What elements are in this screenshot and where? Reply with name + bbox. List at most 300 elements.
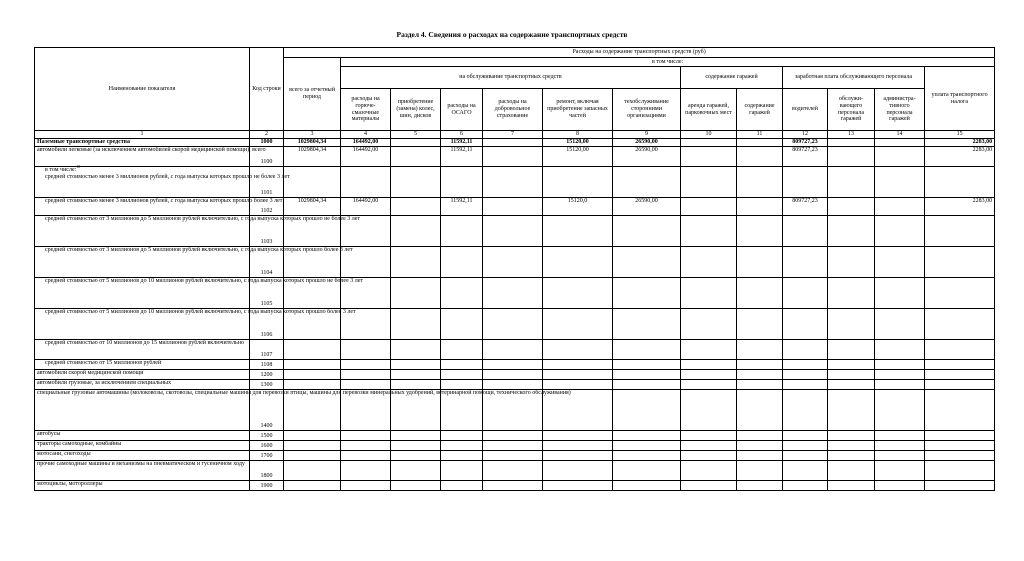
value-cell	[441, 431, 483, 441]
value-cell	[441, 278, 483, 309]
header-salary: заработная плата обслуживающего персонала	[783, 67, 925, 89]
column-number: 11	[737, 131, 783, 139]
value-cell: 1029804,34	[284, 198, 341, 216]
indicator-name: средней стоимостью от 5 миллионов до 10 миллионов рублей включительно, с года выпуска которых прошло не более 3 лет	[35, 278, 250, 309]
value-cell	[875, 481, 925, 491]
header-fuel: расходы на горюче-смазочные материалы	[341, 89, 391, 131]
value-cell	[828, 147, 875, 167]
value-cell	[613, 167, 681, 198]
value-cell	[341, 441, 391, 451]
value-cell	[483, 431, 543, 441]
value-cell	[737, 451, 783, 461]
value-cell	[483, 139, 543, 147]
table-row	[35, 431, 995, 441]
row-code: 1105	[250, 278, 284, 309]
value-cell	[391, 441, 441, 451]
value-cell	[783, 167, 828, 198]
value-cell	[341, 360, 391, 370]
value-cell	[613, 441, 681, 451]
value-cell	[441, 461, 483, 481]
value-cell	[925, 481, 995, 491]
table-row	[35, 451, 995, 461]
value-cell	[284, 461, 341, 481]
value-cell: 809727,23	[783, 198, 828, 216]
column-number: 2	[250, 131, 284, 139]
value-cell	[681, 340, 737, 360]
value-cell	[737, 147, 783, 167]
value-cell	[737, 247, 783, 278]
value-cell	[483, 167, 543, 198]
value-cell	[828, 360, 875, 370]
value-cell	[875, 360, 925, 370]
value-cell	[783, 380, 828, 390]
row-code: 1800	[250, 461, 284, 481]
indicator-name: автомобили грузовые, за исключением специальных	[35, 380, 250, 390]
value-cell	[483, 380, 543, 390]
row-code: 1900	[250, 481, 284, 491]
value-cell: 11592,11	[441, 147, 483, 167]
value-cell	[391, 380, 441, 390]
value-cell	[483, 340, 543, 360]
value-cell	[925, 431, 995, 441]
value-cell	[783, 278, 828, 309]
value-cell	[613, 431, 681, 441]
value-cell	[681, 431, 737, 441]
value-cell	[783, 309, 828, 340]
value-cell	[925, 441, 995, 451]
value-cell	[783, 340, 828, 360]
value-cell	[681, 139, 737, 147]
value-cell	[613, 461, 681, 481]
value-cell: 809727,23	[783, 139, 828, 147]
value-cell	[543, 380, 613, 390]
value-cell	[543, 167, 613, 198]
value-cell	[441, 481, 483, 491]
value-cell	[543, 278, 613, 309]
indicator-name: автомобили легковые (за исключением автомобилей скорой медицинской помощи), всего	[35, 147, 250, 167]
header-repair: ремонт, включая приобретение запасных частей	[543, 89, 613, 131]
row-code: 1200	[250, 370, 284, 380]
value-cell	[828, 167, 875, 198]
value-cell: 26590,00	[613, 139, 681, 147]
indicator-name: автомобили скорой медицинской помощи	[35, 370, 250, 380]
value-cell	[391, 198, 441, 216]
table-row	[35, 247, 995, 278]
value-cell	[441, 370, 483, 380]
value-cell: 15120,00	[543, 147, 613, 167]
value-cell	[483, 147, 543, 167]
row-code: 1104	[250, 247, 284, 278]
value-cell	[737, 431, 783, 441]
value-cell	[613, 278, 681, 309]
value-cell	[391, 278, 441, 309]
value-cell	[925, 380, 995, 390]
value-cell	[284, 380, 341, 390]
indicator-name: мотоциклы, мотороллеры	[35, 481, 250, 491]
header-code: Код строки	[250, 48, 284, 131]
header-expenses: Расходы на содержание транспортных средств (руб)	[284, 48, 995, 58]
value-cell	[828, 198, 875, 216]
value-cell	[543, 451, 613, 461]
value-cell	[613, 481, 681, 491]
value-cell	[681, 278, 737, 309]
value-cell	[875, 167, 925, 198]
value-cell	[783, 441, 828, 451]
value-cell	[681, 360, 737, 370]
indicator-name: мотосани, снегоходы	[35, 451, 250, 461]
value-cell	[925, 309, 995, 340]
value-cell	[441, 441, 483, 451]
header-osago: расходы на ОСАГО	[441, 89, 483, 131]
value-cell	[391, 431, 441, 441]
value-cell	[483, 198, 543, 216]
value-cell	[391, 167, 441, 198]
value-cell	[391, 461, 441, 481]
column-number: 15	[925, 131, 995, 139]
value-cell	[483, 309, 543, 340]
value-cell	[441, 380, 483, 390]
value-cell	[925, 370, 995, 380]
value-cell	[737, 278, 783, 309]
column-number: 14	[875, 131, 925, 139]
value-cell: 11592,11	[441, 139, 483, 147]
table-row	[35, 390, 995, 431]
table-row	[35, 481, 995, 491]
value-cell	[543, 340, 613, 360]
value-cell: 2283,00	[925, 198, 995, 216]
value-cell	[483, 360, 543, 370]
value-cell	[875, 461, 925, 481]
value-cell	[613, 216, 681, 247]
value-cell	[391, 370, 441, 380]
value-cell	[543, 431, 613, 441]
indicator-name: средней стоимостью менее 3 миллионов рублей, с года выпуска которых прошло более 3 лет	[35, 198, 250, 216]
value-cell	[441, 340, 483, 360]
table-row	[35, 278, 995, 309]
value-cell	[828, 451, 875, 461]
value-cell	[613, 309, 681, 340]
value-cell	[441, 360, 483, 370]
value-cell: 11592,11	[441, 198, 483, 216]
value-cell	[613, 451, 681, 461]
value-cell	[875, 309, 925, 340]
value-cell	[925, 278, 995, 309]
value-cell: 164492,00	[341, 198, 391, 216]
value-cell	[341, 340, 391, 360]
value-cell	[737, 481, 783, 491]
indicator-name: автобусы	[35, 431, 250, 441]
value-cell	[828, 370, 875, 380]
value-cell	[613, 390, 681, 431]
value-cell	[543, 247, 613, 278]
value-cell	[875, 147, 925, 167]
value-cell	[875, 441, 925, 451]
value-cell	[681, 309, 737, 340]
value-cell	[613, 370, 681, 380]
header-rent: аренда гаражей, парковочных мест	[681, 89, 737, 131]
row-code: 1103	[250, 216, 284, 247]
value-cell	[828, 309, 875, 340]
indicator-name-prefix: в том числе:	[45, 167, 77, 173]
indicator-name: прочие самоходные машины и механизмы на пневматическом и гусеничном ходу	[35, 461, 250, 481]
indicator-name: средней стоимостью от 3 миллионов до 5 миллионов рублей включительно, с года выпуска которых прошло более 3 лет	[35, 247, 250, 278]
value-cell	[391, 451, 441, 461]
column-number: 13	[828, 131, 875, 139]
value-cell	[925, 360, 995, 370]
header-third-party: техобслуживание сторонними организациями	[613, 89, 681, 131]
value-cell	[341, 461, 391, 481]
table-row	[35, 216, 995, 247]
value-cell	[543, 461, 613, 481]
value-cell	[737, 139, 783, 147]
value-cell	[828, 216, 875, 247]
value-cell	[341, 380, 391, 390]
value-cell	[925, 451, 995, 461]
row-code: 1102	[250, 198, 284, 216]
value-cell	[284, 167, 341, 198]
table-row	[35, 167, 995, 198]
value-cell	[681, 370, 737, 380]
header-garage-upkeep: содержание гаражей	[737, 89, 783, 131]
header-tires: приобретение (замена) колес, шин, дисков	[391, 89, 441, 131]
row-code: 1000	[250, 139, 284, 147]
value-cell	[925, 247, 995, 278]
table-row	[35, 139, 995, 147]
value-cell	[543, 309, 613, 340]
row-code: 1400	[250, 390, 284, 431]
value-cell	[613, 360, 681, 370]
value-cell	[483, 451, 543, 461]
value-cell	[783, 461, 828, 481]
value-cell	[875, 390, 925, 431]
value-cell	[828, 461, 875, 481]
value-cell	[737, 340, 783, 360]
footnote-mark: 10	[76, 164, 81, 169]
header-drivers: водителей	[783, 89, 828, 131]
value-cell	[284, 340, 341, 360]
value-cell	[391, 340, 441, 360]
header-service: на обслуживание транспортных средств	[341, 67, 681, 89]
indicator-name: средней стоимостью от 5 миллионов до 10 миллионов рублей включительно, с года выпуска которых прошло более 3 лет	[35, 309, 250, 340]
value-cell	[341, 431, 391, 441]
value-cell	[737, 198, 783, 216]
value-cell	[284, 360, 341, 370]
indicator-name-text: средней стоимостью менее 3 миллионов рублей, с года выпуска которых прошло не более 3 лет	[45, 173, 290, 180]
value-cell	[783, 390, 828, 431]
value-cell	[828, 247, 875, 278]
value-cell	[681, 198, 737, 216]
header-tax: уплата транспортного налога	[925, 67, 995, 131]
value-cell	[284, 431, 341, 441]
column-numbers-row	[35, 131, 995, 139]
header-total: всего за отчетный период	[284, 58, 341, 131]
value-cell	[828, 481, 875, 491]
row-code: 1100	[250, 147, 284, 167]
value-cell	[875, 451, 925, 461]
table-row	[35, 340, 995, 360]
value-cell	[737, 216, 783, 247]
value-cell	[391, 360, 441, 370]
value-cell	[737, 360, 783, 370]
table-row	[35, 461, 995, 481]
row-code: 1600	[250, 441, 284, 451]
value-cell	[828, 380, 875, 390]
value-cell	[828, 390, 875, 431]
value-cell	[875, 380, 925, 390]
value-cell	[681, 167, 737, 198]
value-cell	[341, 167, 391, 198]
value-cell	[543, 360, 613, 370]
table-row	[35, 370, 995, 380]
indicator-name: средней стоимостью от 15 миллионов рублей	[35, 360, 250, 370]
header-service-staff: обслужи-вающего персонала гаражей	[828, 89, 875, 131]
value-cell	[783, 247, 828, 278]
header-name: Наименование показателя	[35, 48, 250, 131]
table-row	[35, 441, 995, 451]
transport-expenses-table	[34, 47, 995, 491]
value-cell	[441, 451, 483, 461]
value-cell	[483, 441, 543, 451]
column-number: 7	[483, 131, 543, 139]
value-cell	[783, 481, 828, 491]
table-row	[35, 360, 995, 370]
header-incl: в том числе:	[341, 58, 995, 67]
column-number: 12	[783, 131, 828, 139]
value-cell	[391, 147, 441, 167]
column-number: 6	[441, 131, 483, 139]
value-cell	[341, 451, 391, 461]
value-cell	[925, 461, 995, 481]
value-cell	[441, 247, 483, 278]
value-cell	[483, 461, 543, 481]
value-cell	[613, 247, 681, 278]
value-cell	[737, 390, 783, 431]
value-cell	[828, 278, 875, 309]
row-code: 1107	[250, 340, 284, 360]
value-cell: 2283,00	[925, 139, 995, 147]
value-cell	[391, 139, 441, 147]
value-cell: 809727,23	[783, 147, 828, 167]
value-cell: 26590,00	[613, 147, 681, 167]
value-cell	[681, 390, 737, 431]
value-cell	[737, 380, 783, 390]
value-cell	[681, 451, 737, 461]
value-cell: 1029804,34	[284, 139, 341, 147]
value-cell	[681, 441, 737, 451]
value-cell	[828, 431, 875, 441]
row-code: 1106	[250, 309, 284, 340]
value-cell	[875, 278, 925, 309]
value-cell	[783, 216, 828, 247]
column-number: 10	[681, 131, 737, 139]
value-cell	[737, 441, 783, 451]
value-cell	[875, 216, 925, 247]
value-cell: 15120,0	[543, 198, 613, 216]
column-number: 9	[613, 131, 681, 139]
value-cell	[737, 461, 783, 481]
row-code: 1108	[250, 360, 284, 370]
value-cell	[681, 461, 737, 481]
value-cell	[441, 167, 483, 198]
value-cell	[391, 247, 441, 278]
value-cell	[783, 431, 828, 441]
column-number: 4	[341, 131, 391, 139]
table-row	[35, 198, 995, 216]
value-cell: 15120,00	[543, 139, 613, 147]
value-cell	[737, 167, 783, 198]
column-number: 3	[284, 131, 341, 139]
value-cell	[783, 360, 828, 370]
value-cell	[681, 481, 737, 491]
value-cell	[391, 216, 441, 247]
value-cell	[737, 309, 783, 340]
value-cell	[543, 481, 613, 491]
value-cell	[441, 309, 483, 340]
value-cell	[483, 247, 543, 278]
value-cell	[613, 340, 681, 360]
value-cell	[737, 370, 783, 380]
row-code: 1500	[250, 431, 284, 441]
value-cell	[875, 139, 925, 147]
value-cell	[483, 481, 543, 491]
value-cell	[875, 247, 925, 278]
table-row	[35, 380, 995, 390]
value-cell	[681, 247, 737, 278]
value-cell	[441, 216, 483, 247]
value-cell: 164492,00	[341, 147, 391, 167]
value-cell	[925, 167, 995, 198]
value-cell	[391, 309, 441, 340]
value-cell	[483, 278, 543, 309]
table-row	[35, 147, 995, 167]
indicator-name: Наземные транспортные средства	[35, 139, 250, 147]
value-cell	[925, 216, 995, 247]
section-title: Раздел 4. Сведения о расходах на содержание транспортных средств	[396, 30, 628, 39]
table-row	[35, 309, 995, 340]
header-garages: содержание гаражей	[681, 67, 783, 89]
row-code: 1101	[250, 167, 284, 198]
value-cell	[543, 441, 613, 451]
value-cell	[681, 216, 737, 247]
value-cell	[875, 340, 925, 360]
value-cell	[875, 431, 925, 441]
value-cell: 2283,00	[925, 147, 995, 167]
value-cell	[925, 340, 995, 360]
value-cell	[341, 481, 391, 491]
value-cell	[925, 390, 995, 431]
value-cell	[783, 370, 828, 380]
indicator-name: средней стоимостью от 10 миллионов до 15 миллионов рублей включительно	[35, 340, 250, 360]
value-cell	[875, 198, 925, 216]
header-voluntary: расходы на добровольное страхование	[483, 89, 543, 131]
value-cell	[483, 216, 543, 247]
value-cell	[875, 370, 925, 380]
value-cell	[828, 340, 875, 360]
value-cell: 164492,00	[341, 139, 391, 147]
value-cell	[681, 147, 737, 167]
indicator-name: специальные грузовые автомашины (молоковозы, скотовозы, специальные машины для перевозки птицы, машины для перевозки минеральных удобрений, ветеринарной помощи, технического обслуживания)	[35, 390, 250, 431]
row-code: 1300	[250, 380, 284, 390]
column-number: 8	[543, 131, 613, 139]
value-cell	[284, 451, 341, 461]
indicator-name: тракторы самоходные, комбайны	[35, 441, 250, 451]
header-admin-staff: администра-тивного персонала гаражей	[875, 89, 925, 131]
column-number: 1	[35, 131, 250, 139]
value-cell: 1029804,34	[284, 147, 341, 167]
value-cell	[543, 216, 613, 247]
value-cell	[284, 481, 341, 491]
value-cell	[828, 441, 875, 451]
